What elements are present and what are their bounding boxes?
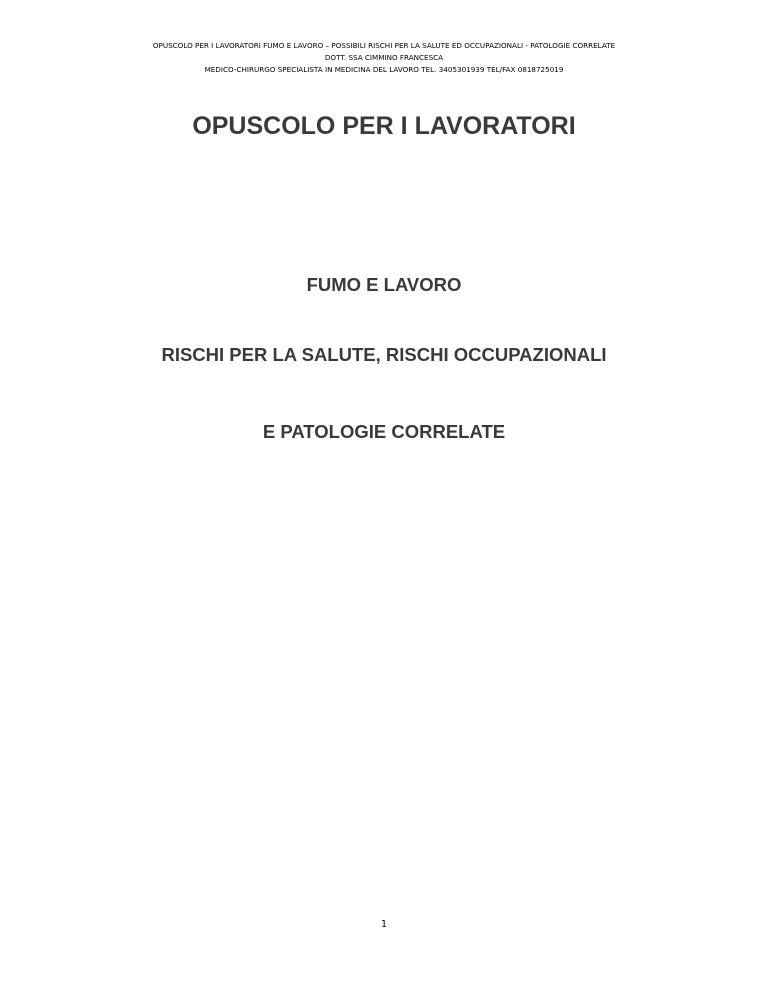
header-line-title: OPUSCOLO PER I LAVORATORI FUMO E LAVORO – POSSIBILI RISCHI PER LA SALUTE ED OCCUPAZIONALI - PATOLOGIE CORRELATE [152, 41, 616, 50]
document-title: OPUSCOLO PER I LAVORATORI [192, 112, 576, 140]
header-line-contact: MEDICO-CHIRURGO SPECIALISTA IN MEDICINA DEL LAVORO TEL. 3405301939 TEL/FAX 0818725019 [204, 65, 564, 74]
subtitle-rischi: RISCHI PER LA SALUTE, RISCHI OCCUPAZIONALI [161, 344, 607, 365]
subtitle-fumo-e-lavoro: FUMO E LAVORO [306, 274, 462, 295]
page-number: 1 [380, 919, 388, 930]
subtitle-patologie: E PATOLOGIE CORRELATE [262, 421, 506, 442]
running-header [0, 40, 768, 76]
header-line-author: DOTT. SSA CIMMINO FRANCESCA [324, 53, 444, 62]
